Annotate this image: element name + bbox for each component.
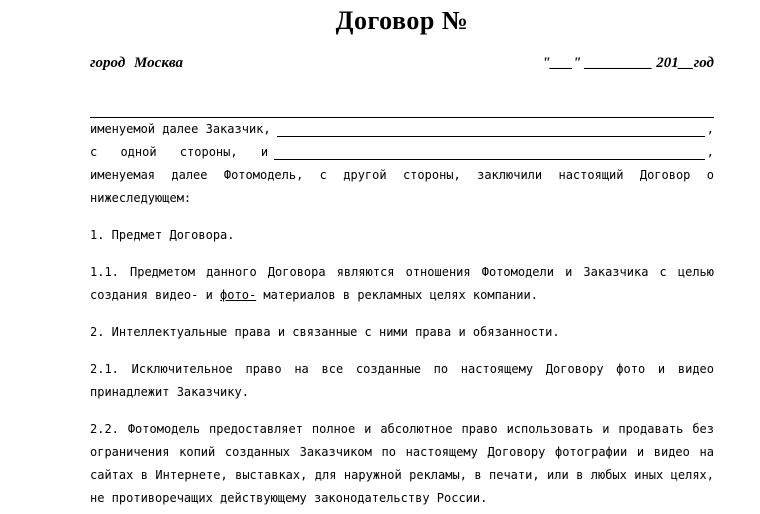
comma-suffix: , — [706, 145, 714, 159]
customer-name-blank — [277, 136, 705, 137]
section-heading-2: 2. Интеллектуальные права и связанные с ними права и обязанности. — [90, 325, 560, 339]
date-blank: "___" _________ 201__год — [542, 55, 714, 71]
clause-1-1 — [90, 261, 714, 307]
preamble-customer-line — [90, 118, 714, 141]
clause-1-1-underlined: фото- — [220, 288, 257, 302]
city-label: город Москва — [90, 55, 184, 71]
first-party-label: с одной стороны, и — [90, 145, 269, 159]
clause-2-1: 2.1. Исключительное право на все созданные по настоящему Договору фото и видео принадлежит Заказчику. — [90, 362, 714, 399]
preamble-model-line — [90, 141, 714, 164]
customer-details-blank-line — [90, 101, 714, 118]
clause-2-2: 2.2. Фотомодель предоставляет полное и абсолютное право использовать и продавать без ограничения копий созданных Заказчиком по настоящему Договору фотографии и видео на сайтах в Интернете, выставках, для наружной рекламы, в печати, или в любых иных целях, не противоречащих действующему законодательству России. — [90, 422, 714, 505]
header-row — [90, 54, 714, 73]
customer-designation-label: именуемой далее Заказчик, — [90, 122, 271, 136]
preamble-continuation: именуемая далее Фотомодель, с другой стороны, заключили настоящий Договор о нижеследующем: — [90, 168, 714, 205]
document-title: Договор № — [335, 6, 469, 35]
clause-1-1-before: 1.1. Предметом данного Договора являются отношения Фотомодели и Заказчика с целью создания видео- и — [90, 265, 714, 302]
clause-1-1-after: материалов в рекламных целях компании. — [256, 288, 538, 302]
model-name-blank — [274, 159, 705, 160]
comma-suffix: , — [706, 122, 714, 136]
section-heading-1: 1. Предмет Договора. — [90, 228, 235, 242]
